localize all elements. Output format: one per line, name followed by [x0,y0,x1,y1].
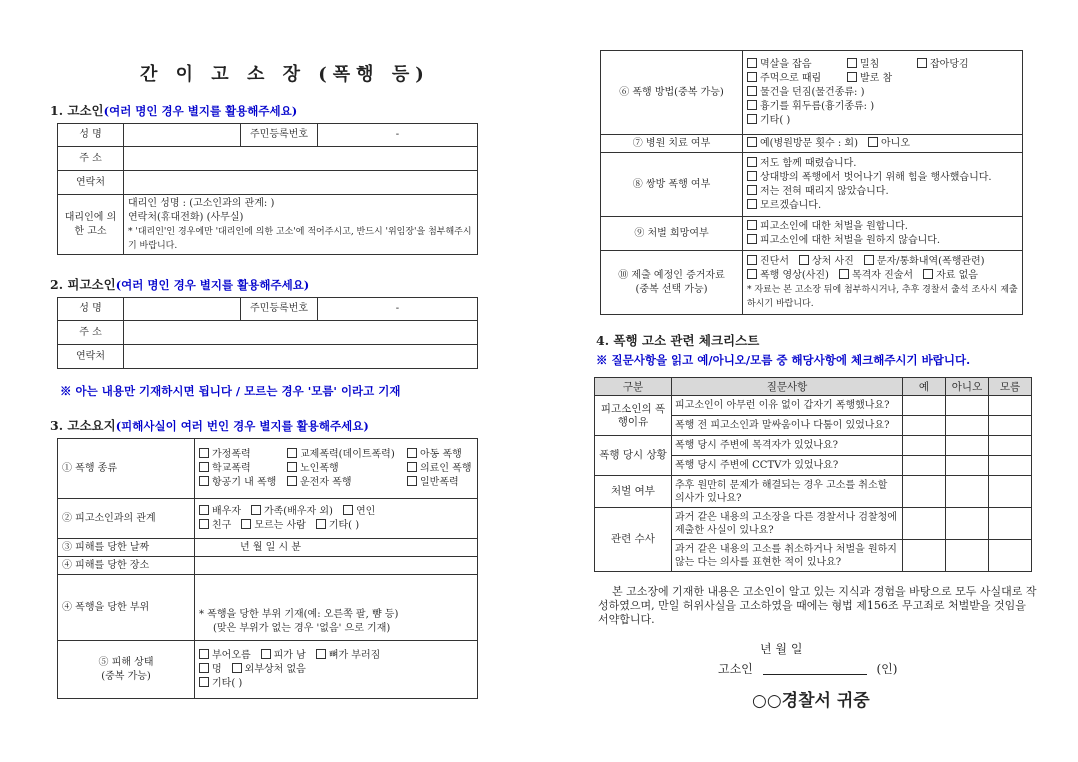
complainant-rrn-field[interactable]: - [318,124,478,147]
option[interactable]: 폭행 영상(사진) [747,269,829,283]
damage-options [195,641,478,699]
place-label: ④ 피해를 당한 장소 [58,557,195,575]
option[interactable]: 모르는 사람 [241,519,305,533]
section4-heading: 4. 폭행 고소 관련 체크리스트 [596,333,760,348]
section2-heading: 2. 피고소인(여러 명인 경우 별지를 활용해주세요) [50,277,310,292]
option[interactable]: 운전자 폭행 [287,476,397,490]
option[interactable]: 상처 사진 [799,255,854,269]
option[interactable]: 멍 [199,663,222,677]
yes-cell[interactable] [903,540,946,572]
question-cell: 과거 같은 내용의 고소를 취소하거나 처벌을 원하지 않는 다는 의사를 표현한 적이 있나요? [672,540,903,572]
agent-line1: 대리인 성명 : (고소인과의 관계: ) [128,197,275,209]
no-cell[interactable] [946,476,989,508]
accused-contact-field[interactable] [124,345,478,369]
yes-cell[interactable] [903,396,946,416]
relation-label: ② 피고소인과의 관계 [58,499,195,539]
option[interactable]: 아니오 [868,137,910,151]
unknown-cell[interactable] [989,416,1032,436]
complainant-name-field[interactable] [124,124,241,147]
option[interactable]: 피가 남 [261,649,306,663]
unknown-cell[interactable] [989,508,1032,540]
recipient: ○○경찰서 귀중 [752,691,870,711]
no-cell[interactable] [946,396,989,416]
yes-cell[interactable] [903,416,946,436]
section1-heading: 1. 고소인(여러 명인 경우 별지를 활용해주세요) [50,103,298,118]
option[interactable]: 가족(배우자 외) [251,505,333,519]
date-line: 년 월 일 [760,642,803,656]
col-header: 구분 [595,378,672,396]
question-cell: 폭행 전 피고소인과 말싸움이나 다툼이 있었나요? [672,416,903,436]
option[interactable]: 아동 폭행 [407,448,462,462]
punishment-label: ⑨ 처벌 희망여부 [601,217,743,251]
relation-options [195,499,478,539]
contact-label: 연락처 [58,171,124,195]
question-cell: 추후 원만히 문제가 해결되는 경우 고소를 취소할 의사가 있나요? [672,476,903,508]
option[interactable]: 의료인 폭행 [407,462,471,476]
option[interactable]: 흉기를 휘두름(흉기종류: ) [747,100,874,114]
yes-cell[interactable] [903,476,946,508]
option[interactable]: 피고소인에 대한 처벌을 원합니다. [747,220,908,234]
option[interactable]: 상대방의 폭행에서 벗어나기 위해 힘을 행사했습니다. [747,171,992,185]
address-label: 주 소 [58,147,124,171]
agent-note: * '대리인'인 경우에만 '대리인에 의한 고소'에 적어주시고, 반드시 '위임장'을 첨부해주시기 바랍니다. [128,226,472,251]
option[interactable]: 모르겠습니다. [747,199,821,213]
col-header: 모름 [989,378,1032,396]
option[interactable]: 피고소인에 대한 처벌을 원하지 않습니다. [747,234,940,248]
accused-rrn-field[interactable]: - [318,298,478,321]
signature-line [718,660,897,677]
address-label: 주 소 [58,321,124,345]
category-cell: 관련 수사 [595,508,672,572]
section3-heading: 3. 고소요지(피해사실이 여러 번인 경우 별지를 활용해주세요) [50,418,369,433]
punishment-options [743,217,1023,251]
col-header: 예 [903,378,946,396]
hospital-options [743,135,1023,153]
checklist-table [594,377,1032,572]
option[interactable]: 연인 [343,505,375,519]
seal-label: (인) [876,662,898,676]
complainant-table [57,123,478,255]
method-label: ⑥ 폭행 방법(중복 가능) [601,51,743,135]
option[interactable]: 저도 함께 때렸습니다. [747,157,856,171]
option[interactable]: 친구 [199,519,231,533]
section4-note: ※ 질문사항을 읽고 예/아니오/모름 중 해당사항에 체크해주시기 바랍니다. [596,353,971,367]
mutual-assault-options [743,153,1023,217]
injury-part-note2: (맞은 부위가 없는 경우 '없음' 으로 기재) [213,623,391,634]
option[interactable]: 목격자 진술서 [839,269,913,283]
option[interactable]: 밀침 [847,58,907,72]
option[interactable]: 저는 전혀 때리지 않았습니다. [747,185,889,199]
option[interactable]: 문자/통화내역(폭행관련) [864,255,985,269]
option[interactable]: 뼈가 부러짐 [316,649,380,663]
accused-name-field[interactable] [124,298,241,321]
evidence-note: * 자료는 본 고소장 뒤에 첨부하시거나, 추후 경찰서 출석 조사시 제출하시기 바랍니다. [747,284,1018,309]
no-cell[interactable] [946,456,989,476]
option[interactable]: 기타( ) [199,677,242,691]
unknown-cell[interactable] [989,456,1032,476]
option[interactable]: 교제폭력(데이트폭력) [287,448,397,462]
option[interactable]: 멱살을 잡음 [747,58,837,72]
unknown-cell[interactable] [989,476,1032,508]
rrn-label: 주민등록번호 [241,124,318,147]
hospital-label: ⑦ 병원 치료 여부 [601,135,743,153]
no-cell[interactable] [946,436,989,456]
option[interactable]: 발로 참 [847,72,892,86]
yes-cell[interactable] [903,456,946,476]
agent-label: 대리인에 의한 고소 [58,195,124,255]
section2-footnote: ※ 아는 내용만 기재하시면 됩니다 / 모르는 경우 '모름' 이라고 기재 [60,384,401,398]
option[interactable]: 부어오름 [199,649,251,663]
agent-line2: 연락처(휴대전화) (사무실) [128,211,244,223]
oath-text: 본 고소장에 기재한 내용은 고소인이 알고 있는 지식과 경험을 바탕으로 모두 사실대로 작성하였으며, 만일 허위사실을 고소하였을 때에는 형법 제156조 무고죄로 처벌받을 것임을 서약합니다. [598,585,1037,626]
no-cell[interactable] [946,416,989,436]
option[interactable]: 주먹으로 때림 [747,72,837,86]
option[interactable]: 잡아당김 [917,58,969,72]
option[interactable]: 노인폭행 [287,462,397,476]
date-field[interactable]: 년 월 일 시 분 [195,539,478,557]
assault-type-label: ① 폭행 종류 [58,439,195,499]
no-cell[interactable] [946,508,989,540]
option[interactable]: 항공기 내 폭행 [199,476,277,490]
date-label: ③ 피해를 당한 날짜 [58,539,195,557]
unknown-cell[interactable] [989,396,1032,416]
option[interactable]: 외부상처 없음 [232,663,306,677]
question-cell: 폭행 당시 주변에 목격자가 있었나요? [672,436,903,456]
damage-label: ⑤ 피해 상태 (중복 가능) [58,641,195,699]
mutual-assault-label: ⑧ 쌍방 폭행 여부 [601,153,743,217]
option[interactable]: 기타( ) [316,519,359,533]
question-cell: 폭행 당시 주변에 CCTV가 있었나요? [672,456,903,476]
unknown-cell[interactable] [989,540,1032,572]
agent-field[interactable] [124,195,478,255]
method-options [743,51,1023,135]
rrn-label: 주민등록번호 [241,298,318,321]
evidence-options [743,251,1023,315]
accused-table [57,297,478,369]
yes-cell[interactable] [903,508,946,540]
signer-label: 고소인 [718,662,753,676]
category-cell: 폭행 당시 상황 [595,436,672,476]
evidence-label: ⑩ 제출 예정인 증거자료 (중복 선택 가능) [601,251,743,315]
signature-field[interactable] [763,674,867,675]
complainant-address-field[interactable] [124,147,478,171]
col-header: 아니오 [946,378,989,396]
name-label: 성 명 [58,124,124,147]
contact-label: 연락처 [58,345,124,369]
place-field[interactable] [195,557,478,575]
category-cell: 피고소인의 폭행이유 [595,396,672,436]
category-cell: 처벌 여부 [595,476,672,508]
question-cell: 과거 같은 내용의 고소장을 다른 경찰서나 검찰청에 제출한 사실이 있나요? [672,508,903,540]
unknown-cell[interactable] [989,436,1032,456]
col-header: 질문사항 [672,378,903,396]
injury-part-note: * 폭행을 당한 부위 기재(예: 오른쪽 팔, 뺨 등) [199,609,399,620]
option[interactable]: 예(병원방문 횟수 : 회) [747,137,858,151]
injury-part-field[interactable] [195,575,478,641]
details-table [600,50,1023,315]
form-title: 간 이 고 소 장 (폭행 등) [140,64,430,85]
name-label: 성 명 [58,298,124,321]
assault-type-options [195,439,478,499]
yes-cell[interactable] [903,436,946,456]
option[interactable]: 진단서 [747,255,789,269]
option[interactable]: 물건을 던짐(물건종류: ) [747,86,864,100]
option[interactable]: 학교폭력 [199,462,277,476]
option[interactable]: 일반폭력 [407,476,459,490]
option[interactable]: 자료 없음 [923,269,978,283]
complainant-contact-field[interactable] [124,171,478,195]
option[interactable]: 배우자 [199,505,241,519]
option[interactable]: 가정폭력 [199,448,277,462]
summary-table [57,438,478,699]
accused-address-field[interactable] [124,321,478,345]
injury-part-label: ④ 폭행을 당한 부위 [58,575,195,641]
question-cell: 피고소인이 아무런 이유 없이 갑자기 폭행했나요? [672,396,903,416]
no-cell[interactable] [946,540,989,572]
option[interactable]: 기타( ) [747,114,790,128]
